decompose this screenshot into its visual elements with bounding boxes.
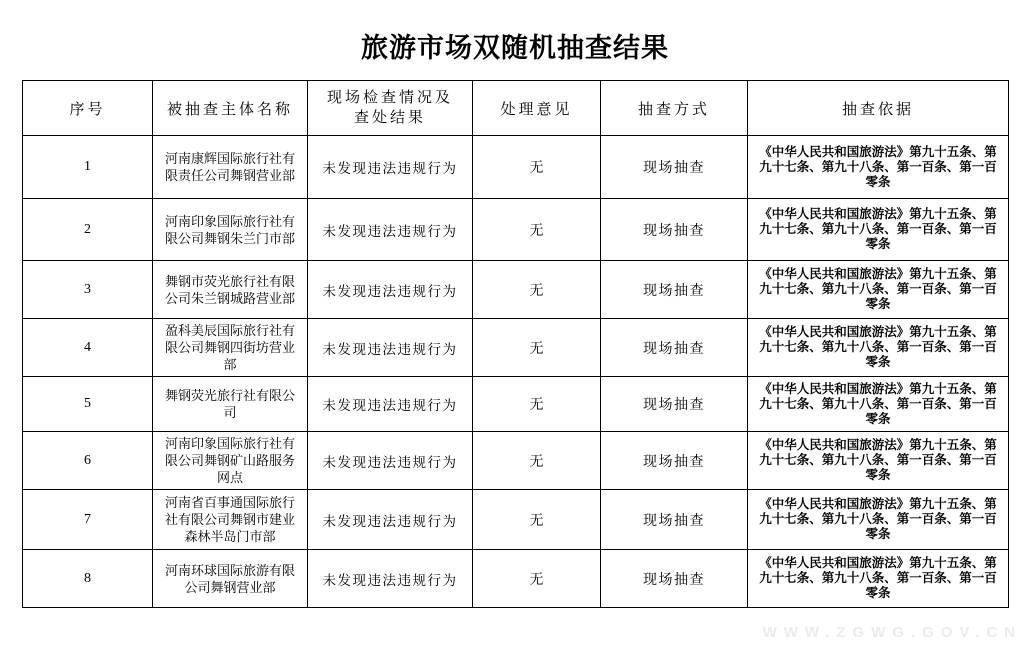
cell-inspection-result: 未发现违法违规行为: [308, 261, 473, 319]
cell-inspection-result: 未发现违法违规行为: [308, 432, 473, 490]
cell-serial-number: 8: [23, 550, 153, 608]
table-row: [23, 377, 1009, 432]
cell-serial-number: 6: [23, 432, 153, 490]
cell-entity-name: 舞钢荧光旅行社有限公司: [153, 377, 308, 432]
inspection-results-table: [22, 80, 1009, 608]
header-inspection-result-text: 现场检查情况及查处结果: [327, 90, 454, 126]
table-row: [23, 136, 1009, 199]
cell-handling-opinion: 无: [473, 199, 601, 261]
table-header-row: [23, 81, 1009, 136]
table-row: [23, 199, 1009, 261]
cell-serial-number: 1: [23, 136, 153, 199]
site-watermark: WWW.ZGWG.GOV.CN: [762, 624, 1022, 641]
cell-inspection-result: 未发现违法违规行为: [308, 136, 473, 199]
cell-inspection-method: 现场抽查: [601, 261, 748, 319]
cell-handling-opinion: 无: [473, 432, 601, 490]
cell-entity-name: 河南印象国际旅行社有限公司舞钢朱兰门市部: [153, 199, 308, 261]
page-title: 旅游市场双随机抽查结果: [361, 33, 669, 63]
cell-inspection-method: 现场抽查: [601, 319, 748, 377]
table-row: [23, 261, 1009, 319]
cell-entity-name: 河南环球国际旅游有限公司舞钢营业部: [153, 550, 308, 608]
cell-inspection-basis: 《中华人民共和国旅游法》第九十五条、第九十七条、第九十八条、第一百条、第一百零条: [748, 199, 1009, 261]
cell-inspection-basis: 《中华人民共和国旅游法》第九十五条、第九十七条、第九十八条、第一百条、第一百零条: [748, 136, 1009, 199]
cell-handling-opinion: 无: [473, 261, 601, 319]
cell-serial-number: 3: [23, 261, 153, 319]
cell-inspection-result: 未发现违法违规行为: [308, 377, 473, 432]
cell-serial-number: 4: [23, 319, 153, 377]
table-row: [23, 490, 1009, 550]
cell-entity-name: 舞钢市荧光旅行社有限公司朱兰钢城路营业部: [153, 261, 308, 319]
cell-handling-opinion: 无: [473, 136, 601, 199]
cell-inspection-result: 未发现违法违规行为: [308, 319, 473, 377]
cell-serial-number: 7: [23, 490, 153, 550]
cell-entity-name: 河南印象国际旅行社有限公司舞钢矿山路服务网点: [153, 432, 308, 490]
cell-inspection-basis: 《中华人民共和国旅游法》第九十五条、第九十七条、第九十八条、第一百条、第一百零条: [748, 377, 1009, 432]
cell-inspection-result: 未发现违法违规行为: [308, 490, 473, 550]
header-entity-name: 被抽查主体名称: [153, 81, 308, 136]
cell-inspection-method: 现场抽查: [601, 432, 748, 490]
cell-inspection-basis: 《中华人民共和国旅游法》第九十五条、第九十七条、第九十八条、第一百条、第一百零条: [748, 319, 1009, 377]
cell-serial-number: 2: [23, 199, 153, 261]
header-handling-opinion: 处理意见: [473, 81, 601, 136]
header-inspection-basis: 抽查依据: [748, 81, 1009, 136]
cell-inspection-method: 现场抽查: [601, 377, 748, 432]
table-row: [23, 550, 1009, 608]
cell-inspection-method: 现场抽查: [601, 199, 748, 261]
cell-handling-opinion: 无: [473, 550, 601, 608]
cell-handling-opinion: 无: [473, 319, 601, 377]
cell-inspection-basis: 《中华人民共和国旅游法》第九十五条、第九十七条、第九十八条、第一百条、第一百零条: [748, 550, 1009, 608]
table-row: [23, 319, 1009, 377]
cell-inspection-basis: 《中华人民共和国旅游法》第九十五条、第九十七条、第九十八条、第一百条、第一百零条: [748, 490, 1009, 550]
cell-inspection-result: 未发现违法违规行为: [308, 199, 473, 261]
table-row: [23, 432, 1009, 490]
cell-inspection-method: 现场抽查: [601, 550, 748, 608]
cell-entity-name: 河南康辉国际旅行社有限责任公司舞钢营业部: [153, 136, 308, 199]
cell-handling-opinion: 无: [473, 490, 601, 550]
cell-serial-number: 5: [23, 377, 153, 432]
cell-inspection-basis: 《中华人民共和国旅游法》第九十五条、第九十七条、第九十八条、第一百条、第一百零条: [748, 432, 1009, 490]
cell-entity-name: 盈科美辰国际旅行社有限公司舞钢四街坊营业部: [153, 319, 308, 377]
cell-handling-opinion: 无: [473, 377, 601, 432]
cell-inspection-method: 现场抽查: [601, 490, 748, 550]
header-serial-number: 序号: [23, 81, 153, 136]
header-inspection-result: [308, 81, 473, 136]
cell-inspection-basis: 《中华人民共和国旅游法》第九十五条、第九十七条、第九十八条、第一百条、第一百零条: [748, 261, 1009, 319]
cell-inspection-method: 现场抽查: [601, 136, 748, 199]
cell-inspection-result: 未发现违法违规行为: [308, 550, 473, 608]
cell-entity-name: 河南省百事通国际旅行社有限公司舞钢市建业森林半岛门市部: [153, 490, 308, 550]
header-inspection-method: 抽查方式: [601, 81, 748, 136]
